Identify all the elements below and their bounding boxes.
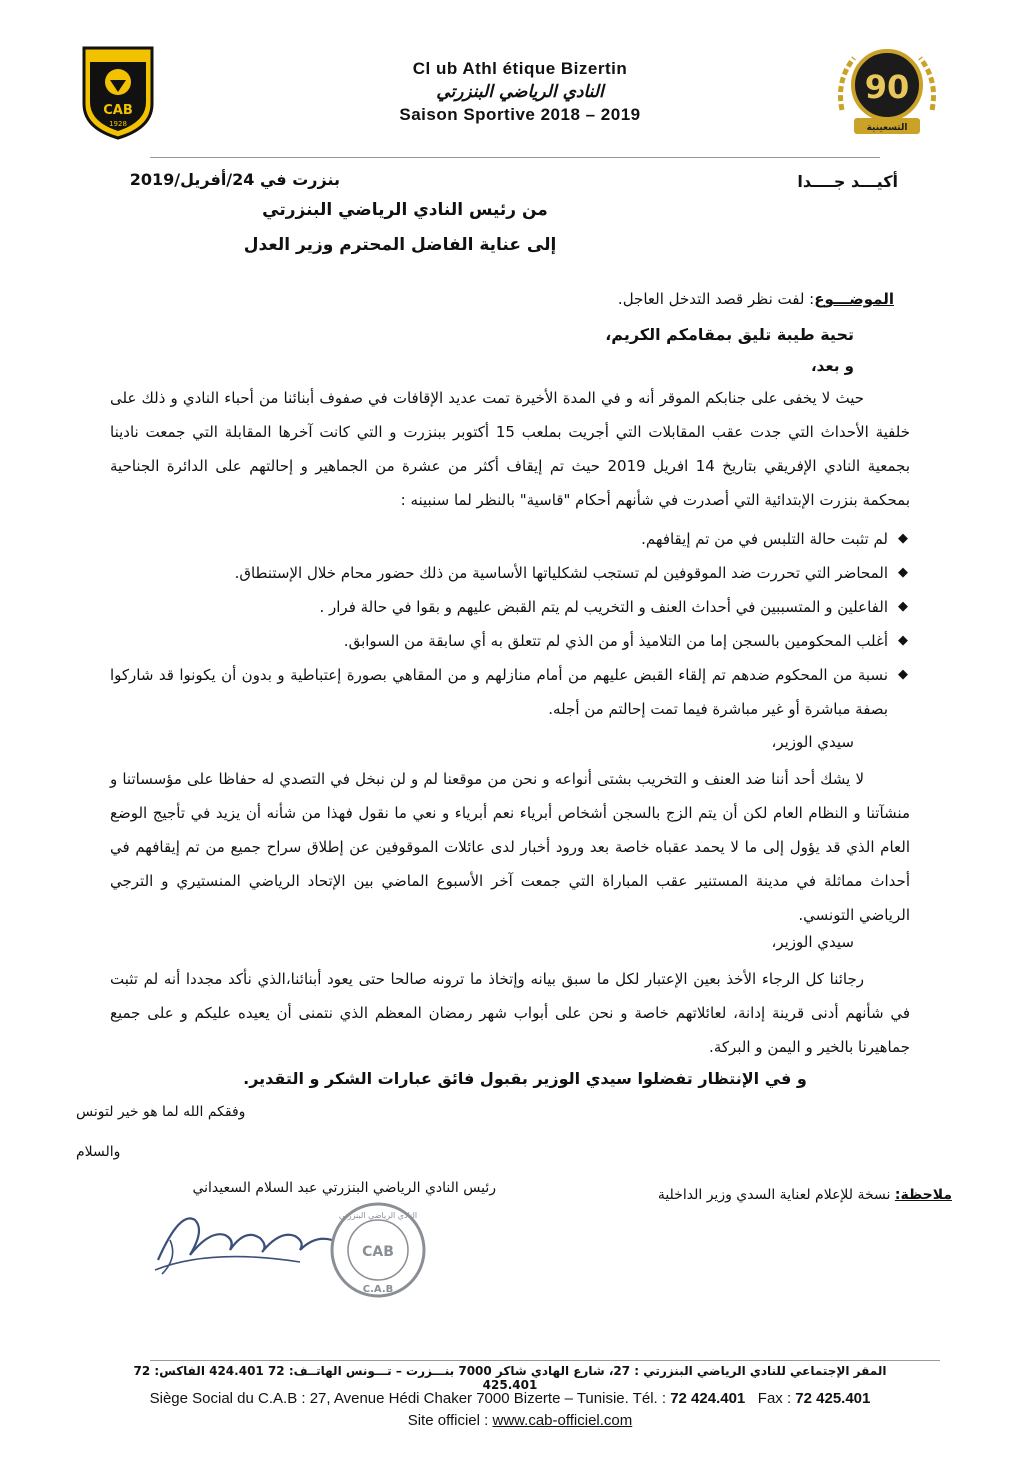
footer-address-prefix: Siège Social du C.A.B : 27, Avenue Hédi Chaker 7000 Bizerte – Tunisie. Tél. : [149,1390,671,1407]
footer-fax-label: Fax : [745,1390,796,1407]
salutation-minister-2: سيدي الوزير، [771,933,854,951]
club-crest-logo [80,44,156,140]
list-item [110,624,910,658]
signatory-name: رئيس النادي الرياضي البنزرتي عبد السلام السعيداني [192,1180,496,1196]
paragraph-1: حيث لا يخفى على جنابكم الموقر أنه و في المدة الأخيرة تمت عديد الإقافات في صفوف أبنائنا من أحباء النادي و ذلك على خلفية الأحداث التي جدت عقب المقابلات التي أجريت بملعب 15 أكتوبر ببنزرت و التي كانت آخرها المقابلة التي جمعت نادينا بجمعية النادي الإفريقي بتاريخ 14 افريل 2019 حيث تم إيقاف أكثر من عشرة من الجماهير و إحالتهم على الدائرة الجناحية بمحكمة بنزرت الإبتدائية التي أصدرت في شأنهم أحكام "قاسية" بالنظر لما سنبينه : [110,389,911,509]
bullet-text: أغلب المحكومين بالسجن إما من التلاميذ أو من الذي لم تتعلق به أي سابقة من السوابق. [343,632,888,650]
bullet-list [110,522,910,726]
list-item [110,522,910,556]
stamp-text-top: النادي الرياضي البنزرتي [338,1211,418,1220]
footer-address-ar: المقر الإجتماعي للنادي الرياضي البنزرتي : 27، شارع الهادي شاكر 7000 بنـــزرت – تـــونس الهاتــف: 72 424.401 الفاكس: 72 425.401 [133,1364,887,1392]
footer-address-fr [40,1390,980,1407]
greeting: تحية طيبة تليق بمقامكم الكريم، [605,325,854,344]
stamp-text-bottom: C.A.B [362,1284,394,1295]
urgency-mark: أكيـــد جــــدا [797,172,898,191]
list-item [110,658,910,726]
recipient-line: إلى عناية الفاضل المحترم وزير العدل [243,235,557,255]
sender-line: من رئيس النادي الرياضي البنزرتي [262,200,548,220]
site-label: Site officiel : [407,1412,493,1429]
wa-baad: و بعد، [810,357,854,375]
bullet-text: الفاعلين و المتسببين في أحداث العنف و التخريب لم يتم القبض عليهم و بقوا في حالة فرار . [319,598,888,616]
bullet-diamond-icon: ◆ [898,531,908,546]
site-link[interactable]: www.cab-officiel.com [492,1412,633,1429]
subject-label: الموضـــوع [814,290,894,308]
closing-line: و في الإنتظار تفضلوا سيدي الوزير بقبول فائق عبارات الشكر و التقدير. [243,1069,807,1088]
subject-line [618,290,894,308]
club-name-fr: Cl ub Athl étique Bizertin [412,59,628,78]
note-text: نسخة للإعلام لعناية السدي وزير الداخلية [657,1187,895,1203]
paragraph-3: رجائنا كل الرجاء الأخذ بعين الإعتبار لكل ما سبق بيانه وإتخاذ ما ترونه صالحا حتى يعود أبنائنا،الذي نأكد مجددا أنه لم تثبت في شأنهم أدنى قرينة إدانة، لعائلاتهم خاصة و نحن على أبواب شهر رمضان المعظم الذي نتمنى أن يعيده عليكم و على جميع جماهيرنا بالخير و اليمن و البركة. [110,970,910,1056]
blessing-line: وفقكم الله لما هو خير لتونس [76,1104,246,1120]
copy-note [632,1180,952,1210]
salam-line: والسلام [76,1144,121,1160]
footer-website [300,1412,740,1429]
stamp-center-letters: CAB [362,1244,394,1260]
crest-letters: CAB [103,103,133,118]
ninety-years-badge [832,40,942,140]
badge-number: 90 [864,68,910,106]
bullet-diamond-icon: ◆ [898,599,908,614]
handwritten-signature [150,1200,340,1280]
bullet-text: المحاضر التي تحررت ضد الموقوفين لم تستجب لشكلياتها الأساسية من ذلك حضور محام خلال الإستنطاق. [234,564,888,582]
bullet-text: نسبة من المحكوم ضدهم تم إلقاء القبض عليهم من أمام منازلهم و من المقاهي بصورة إعتباطية و بدون أن يكونوا قد شاركوا بصفة مباشرة أو غير مباشرة فيما تمت إحالتم من أجله. [110,666,888,718]
club-stamp [328,1200,428,1300]
bullet-text: لم تثبت حالة التلبس في من تم إيقافهم. [641,530,888,548]
crest-year: 1928 [109,120,127,128]
salutation-minister-1: سيدي الوزير، [771,733,854,751]
letter-date: بنزرت في 24/أفريل/2019 [129,170,340,189]
club-name-ar: النادي الرياضي البنزرتي [436,82,604,102]
footer-divider [150,1360,940,1361]
badge-caption: التسعينية [866,123,908,133]
footer-fax: 72 425.401 [795,1390,871,1407]
subject-text: : لفت نظر قصد التدخل العاجل. [617,290,815,308]
footer-phone: 72 424.401 [670,1390,746,1407]
bullet-diamond-icon: ◆ [898,633,908,648]
note-label: ملاحظة: [894,1187,952,1203]
list-item [110,556,910,590]
bullet-diamond-icon: ◆ [898,565,908,580]
bullet-diamond-icon: ◆ [898,667,908,682]
paragraph-2: لا يشك أحد أننا ضد العنف و التخريب بشتى أنواعه و نحن من موقعنا لم و لن نبخل في التصدي له حفاظا على مؤسساتنا و منشآتنا و النظام العام لكن أن يتم الزج بالسجن أشخاص أبرياء نعم أبرياء و نعي ما نقول فهذا من شأنه أن يزيد في تأجيج الوضع العام الذي قد يؤول إلى ما لا يحمد عقباه خاصة بعد ورود أخبار لدى عائلات الموقوفين عن إطلاق سراح جميع من تم إيقافهم في أحداث مماثلة في مدينة المستنير عقب المباراة التي جمعت آخر الأسبوع الماضي بين الإتحاد الرياضي المنستيري و الترجي الرياضي التونسي. [110,770,910,924]
list-item [110,590,910,624]
header-divider [150,157,880,158]
season-title: Saison Sportive 2018 – 2019 [399,105,641,124]
letterhead [300,58,740,126]
